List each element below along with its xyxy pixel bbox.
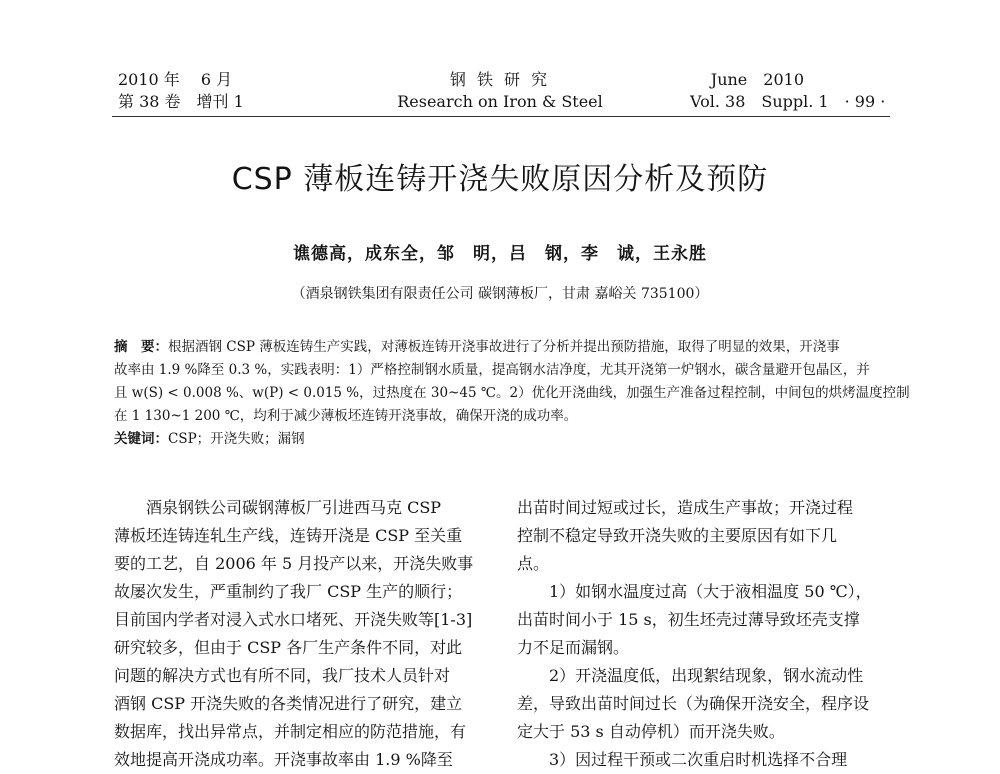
body-line: 要的工艺，自 2006 年 5 月投产以来，开浇失败事 — [114, 554, 474, 573]
body-line: 酒泉钢铁公司碳钢薄板厂引进西马克 CSP — [114, 498, 442, 517]
body-line: 出苗时间过短或过长，造成生产事故；开浇过程 — [517, 498, 854, 517]
paper-authors: 谯德高，成东全，邹 明，吕 钢，李 诚，王永胜 — [293, 244, 707, 264]
body-line: 薄板坯连铸连轧生产线，连铸开浇是 CSP 至关重 — [114, 526, 463, 545]
journal-name-cn: 钢 铁 研 究 — [449, 70, 551, 89]
body-line: 点。 — [517, 554, 550, 573]
keywords-label: 关键词： — [114, 431, 168, 447]
body-line: 故屡次发生，严重制约了我厂 CSP 生产的顺行； — [114, 582, 463, 601]
body-line: 2）开浇温度低，出现絮结现象，钢水流动性 — [517, 666, 864, 685]
abstract-line: 故率由 1.9 %降至 0.3 %，实践表明：1）严格控制钢水质量，提高钢水洁净度，尤其开浇第一炉钢水，碳含量避开包晶区，并 — [114, 362, 870, 378]
abstract-line: 在 1 130~1 200 ℃，均利于减少薄板坯连铸开浇事故，确保开浇的成功率。 — [114, 408, 578, 424]
abstract-line: 且 w(S) < 0.008 %、w(P) < 0.015 %，过热度在 30~45 ℃。2）优化开浇曲线，加强生产准备过程控制，中间包的烘烤温度控制 — [114, 385, 910, 401]
body-line: 3）因过程干预或二次重启时机选择不合理 — [517, 750, 848, 769]
body-line: 出苗时间小于 15 s，初生坯壳过薄导致坯壳支撑 — [517, 610, 860, 629]
abstract-text: 根据酒钢 CSP 薄板连铸生产实践，对薄板连铸开浇事故进行了分析并提出预防措施，取得了明显的效果，开浇事 — [168, 339, 840, 355]
header-date-en: June 2010 — [710, 70, 804, 89]
header-rule — [112, 116, 890, 117]
body-line: 效地提高开浇成功率。开浇事故率由 1.9 %降至 — [114, 750, 453, 769]
body-line: 力不足而漏钢。 — [517, 638, 630, 657]
body-line: 差，导致出苗时间过长（为确保开浇安全，程序设 — [517, 694, 870, 713]
abstract-label: 摘 要： — [114, 339, 168, 355]
journal-name-en: Research on Iron & Steel — [397, 92, 603, 111]
body-line: 研究较多，但由于 CSP 各厂生产条件不同，对此 — [114, 638, 463, 657]
body-line: 控制不稳定导致开浇失败的主要原因有如下几 — [517, 526, 838, 545]
abstract-block — [114, 336, 910, 451]
abstract-line — [114, 336, 890, 359]
body-line: 目前国内学者对浸入式水口堵死、开浇失败等[1-3] — [114, 610, 473, 629]
keywords-line — [114, 428, 890, 451]
body-column-left — [114, 494, 486, 774]
keywords-text: CSP；开浇失败；漏钢 — [168, 431, 305, 447]
body-line: 1）如钢水温度过高（大于液相温度 50 ℃）， — [517, 582, 872, 601]
paper-title: CSP 薄板连铸开浇失败原因分析及预防 — [231, 162, 769, 197]
body-line: 定大于 53 s 自动停机）而开浇失败。 — [517, 722, 785, 741]
body-line: 问题的解决方式也有所不同，我厂技术人员针对 — [114, 666, 451, 685]
header-date: 2010 年 6 月 — [118, 70, 233, 89]
header-volume-page: Vol. 38 Suppl. 1 · 99 · — [690, 92, 886, 111]
body-line: 酒钢 CSP 开浇失败的各类情况进行了研究，建立 — [114, 694, 463, 713]
header-volume: 第 38 卷 增刊 1 — [118, 92, 244, 111]
paper-affiliation: （酒泉钢铁集团有限责任公司 碳钢薄板厂，甘肃 嘉峪关 735100） — [291, 286, 709, 302]
body-column-right — [517, 494, 889, 774]
body-line: 数据库，找出异常点，并制定相应的防范措施，有 — [114, 722, 467, 741]
